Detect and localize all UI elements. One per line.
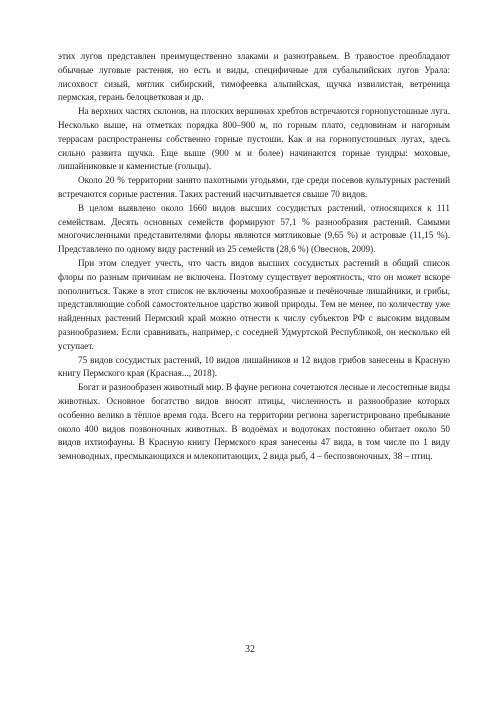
paragraph-mountain-heaths: На верхних частях склонов, на плоских вершинах хребтов встречаются горнопустошные луга. Несколько выше, на отметках порядка 800–900 м, по горным плато, седловинам и нагорным террасам распространены собственно горные пустоши. Как и на горнопустошных лугах, здесь сильно развита щучка. Еще выше (900 м и более) начинаются горные тундры: моховые, лишайниковые и каменистые (гольцы).: [58, 106, 450, 172]
page-number: 32: [245, 644, 255, 655]
paragraph-vascular-plants: В целом выявлено около 1660 видов высших сосудистых растений, относящихся к 111 семействам. Десять основных семейств формируют 57,1 % разнообразия растений. Самыми многочисленными представителями флоры являются мятликовые (9,65 %) и астровые (11,15 %). Представлено по одному виду растений из 25 семейств (28,6 %) (Овеснов, 2009).: [58, 202, 450, 255]
paragraph-fauna: Богат и разнообразен животный мир. В фауне региона сочетаются лесные и лесостепные виды животных. Основное богатство видов вносят птицы, численность и разнообразие которых особенно велико в тёплое время года. Всего на территории региона зарегистрировано пребывание около 400 видов позвоночных животных. В водоёмах и водотоках постоянно обитает около 50 видов ихтиофауны. В Красную книгу Пермского края занесены 47 вида, в том числе по 1 виду земноводных, пресмыкающихся и млекопитающих, 2 вида рыб, 4 – беспозвоночных, 38 – птиц.: [58, 382, 450, 462]
paragraph-red-book-plants: 75 видов сосудистых растений, 10 видов лишайников и 12 видов грибов занесены в Красную книгу Пермского края (Красная..., 2018).: [58, 354, 450, 379]
paragraph-flora-list: При этом следует учесть, что часть видов высших сосудистых растений в общий список флоры по разным причинам не включена. Поэтому существует вероятность, что он может вскоре пополниться. Также в этот список не включены мохообразные и печёночные лишайники, и грибы, представляющие собой самостоятельное царство живой природы. Тем не менее, по количеству уже найденных растений Пермский край можно отнести к числу субъектов РФ с высоким видовым разнообразием. Если сравнивать, например, с соседней Удмуртской Республикой, он несколько ей уступает.: [58, 257, 450, 351]
paragraph-meadows-continued: этих лугов представлен преимущественно злаками и разнотравьем. В травостое преобладают обычные луговые растения, но есть и виды, специфичные для субальпийских лугов Урала: лисохвост сизый, мятлик сибирский, тимофеевка альпийская, щучка извилистая, ветреница пермская, герань белоцветковая и др.: [58, 51, 450, 103]
paragraph-arable-land: Около 20 % территории занято пахотными угодьями, где среди посевов культурных растений встречаются сорные растения. Таких растений насчитывается свыше 70 видов.: [58, 175, 450, 199]
body-text: [58, 50, 450, 464]
